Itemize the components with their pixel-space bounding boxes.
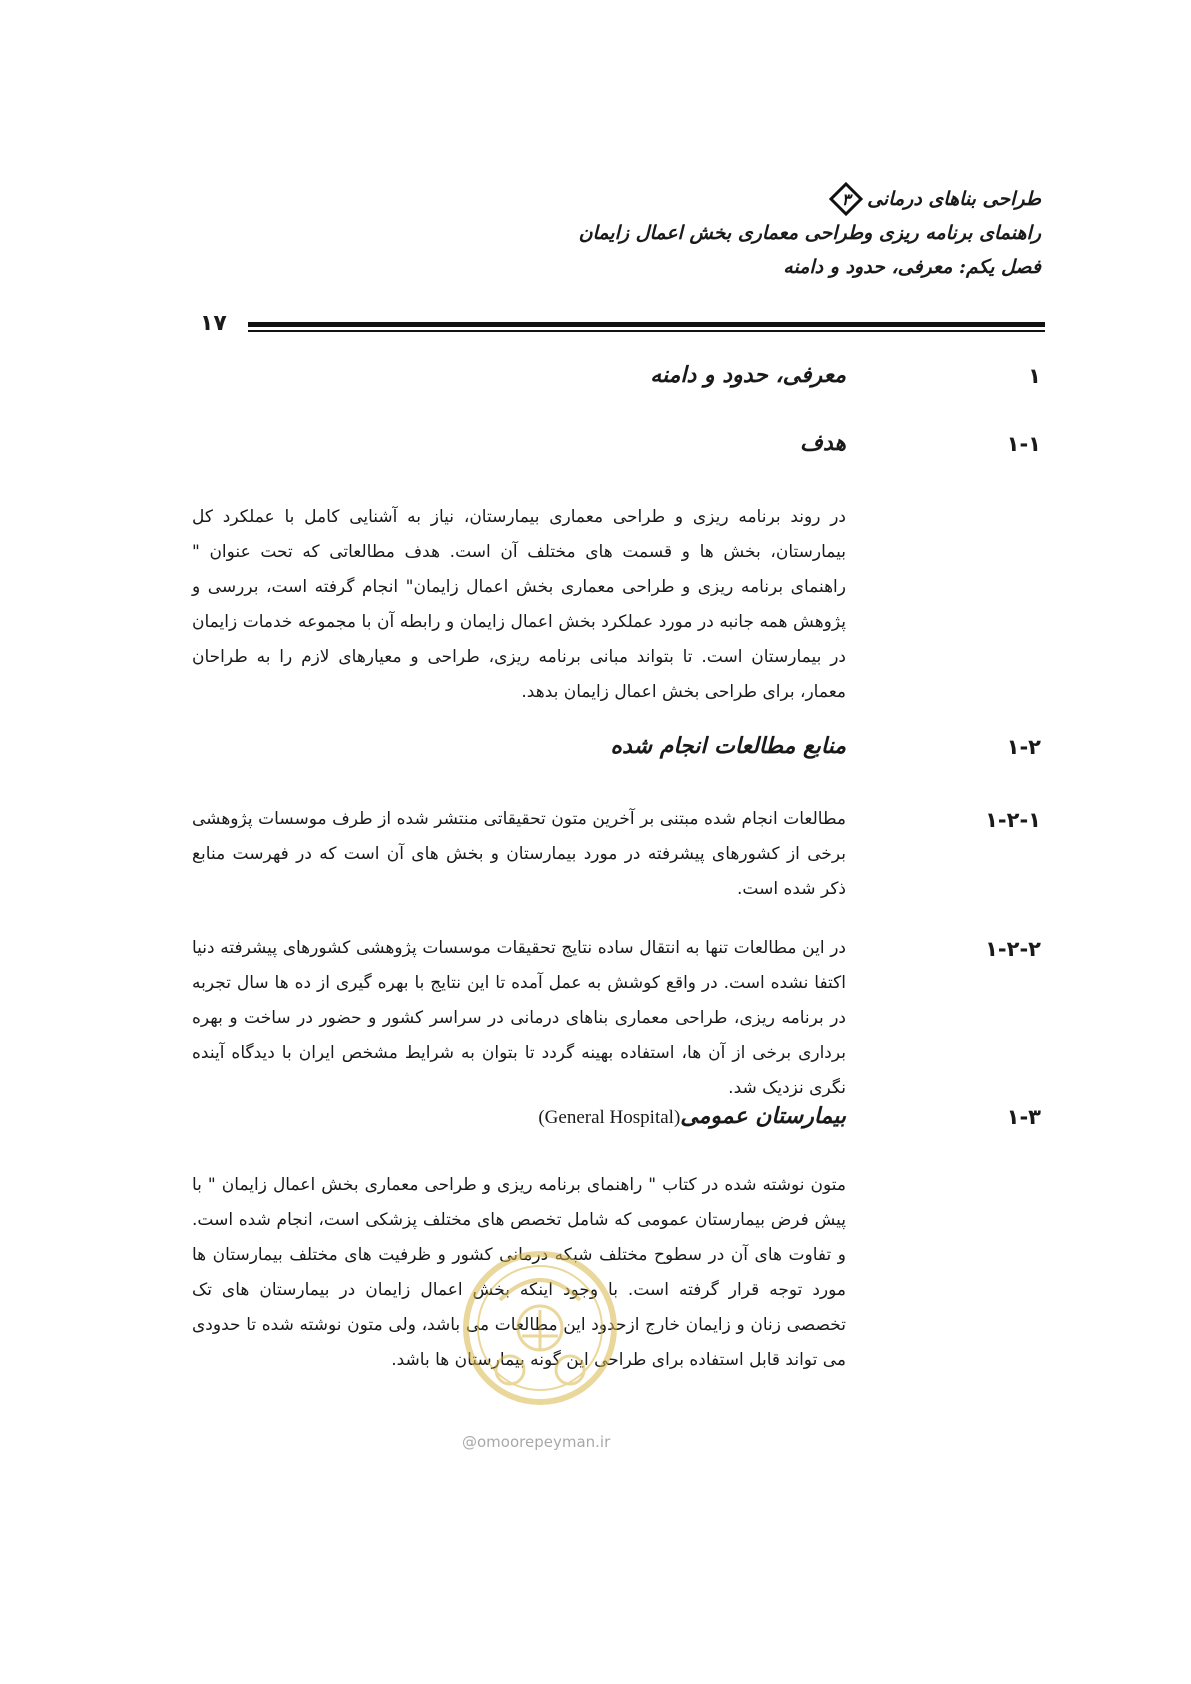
series-number-badge-icon bbox=[829, 182, 863, 216]
paragraph-1-3: متون نوشته شده در کتاب " راهنمای برنامه ریزی و طراحی معماری بخش اعمال زایمان " با پیش فرض بیمارستان عمومی که شامل تخصص های مختلف پزشکی است، انجام شده است. و تفاوت های آن در سطوح مختلف شبکه درمانی کشور و ظرفیت های مختلف بیمارستان ها مورد توجه قرار گرفته است. با وجود اینکه بخش اعمال زایمان در بیمارستان های تک تخصصی زنان و زایمان خارج ازحدود این مطالعات می باشد، ولی متون نوشته شده تا حدودی می تواند قابل استفاده برای طراحی این گونه بیمارستان ها باشد. bbox=[192, 1175, 846, 1370]
section-title-fa: بیمارستان عمومی bbox=[680, 1103, 846, 1129]
paragraph-1-2-2: در این مطالعات تنها به انتقال ساده نتایج تحقیقات موسسات پژوهشی کشورهای پیشرفته دنیا اکتفا نشده است. در واقع کوشش به عمل آمده تا این نتایج با بهره گیری از ده ها سال تجربه در برنامه ریزی، طراحی معماری بناهای درمانی در سراسر کشور و حضور در ساخت و بهره برداری برخی از آن ها، استفاده بهینه گردد تا بتوان به شرایط مشخص ایران با دیدگاه آینده نگری نزدیک شد. bbox=[192, 938, 846, 1098]
chapter-title: فصل یکم: معرفی، حدود و دامنه bbox=[783, 256, 1041, 278]
page-number: ۱۷ bbox=[200, 311, 227, 336]
rule-thick bbox=[248, 322, 1045, 327]
section-heading-1-2 bbox=[196, 735, 1041, 769]
section-number: ۱-۳ bbox=[1006, 1105, 1041, 1129]
watermark-emblem-icon bbox=[460, 1240, 620, 1415]
rule-thin bbox=[248, 330, 1045, 332]
section-title-en: (General Hospital) bbox=[538, 1107, 681, 1128]
section-number: ۱-۱ bbox=[1006, 432, 1041, 456]
running-header bbox=[201, 182, 1041, 284]
section-number: ۱ bbox=[1028, 364, 1041, 388]
section-title: معرفی، حدود و دامنه bbox=[650, 362, 846, 388]
paragraph-1-2-1: مطالعات انجام شده مبتنی بر آخرین متون تحقیقاتی منتشر شده از طرف موسسات پژوهشی برخی از کشورهای پیشرفته در مورد بیمارستان و بخش های آن است که در فهرست منابع ذکر شده است. bbox=[192, 809, 846, 899]
section-heading-1-1 bbox=[196, 432, 1041, 466]
paragraph-1-1: در روند برنامه ریزی و طراحی معماری بیمارستان، نیاز به آشنایی کامل با عملکرد کل بیمارستان، بخش ها و قسمت های مختلف آن است. هدف مطالعاتی که تحت عنوان " راهنمای برنامه ریزی و طراحی معماری بخش اعمال زایمان" انجام گرفته است، بررسی و پژوهش همه جانبه در مورد عملکرد بخش اعمال زایمان و رابطه آن با مجموعه خدمات زایمان در بیمارستان است. تا بتواند مبانی برنامه ریزی، طراحی و معیارهای لازم را به طراحان معمار، برای طراحی بخش اعمال زایمان بدهد. bbox=[192, 507, 846, 702]
book-title: راهنمای برنامه ریزی وطراحی معماری بخش اعمال زایمان bbox=[578, 222, 1041, 244]
section-title: هدف bbox=[800, 430, 846, 456]
section-number: ۱-۲ bbox=[1006, 735, 1041, 759]
section-title: منابع مطالعات انجام شده bbox=[610, 733, 846, 759]
section-heading-1-3 bbox=[196, 1105, 1041, 1139]
series-title: طراحی بناهای درمانی bbox=[867, 188, 1041, 210]
watermark-url: @omoorepeyman.ir bbox=[462, 1433, 611, 1451]
subsection-number-1-2-1: ۱-۲-۱ bbox=[985, 808, 1041, 832]
header-rule bbox=[200, 311, 1045, 339]
section-title bbox=[538, 1103, 846, 1129]
series-title-line bbox=[201, 182, 1041, 216]
section-heading-1 bbox=[196, 364, 1041, 398]
subsection-number-1-2-2: ۱-۲-۲ bbox=[985, 937, 1041, 961]
series-number: ۳ bbox=[841, 190, 851, 209]
